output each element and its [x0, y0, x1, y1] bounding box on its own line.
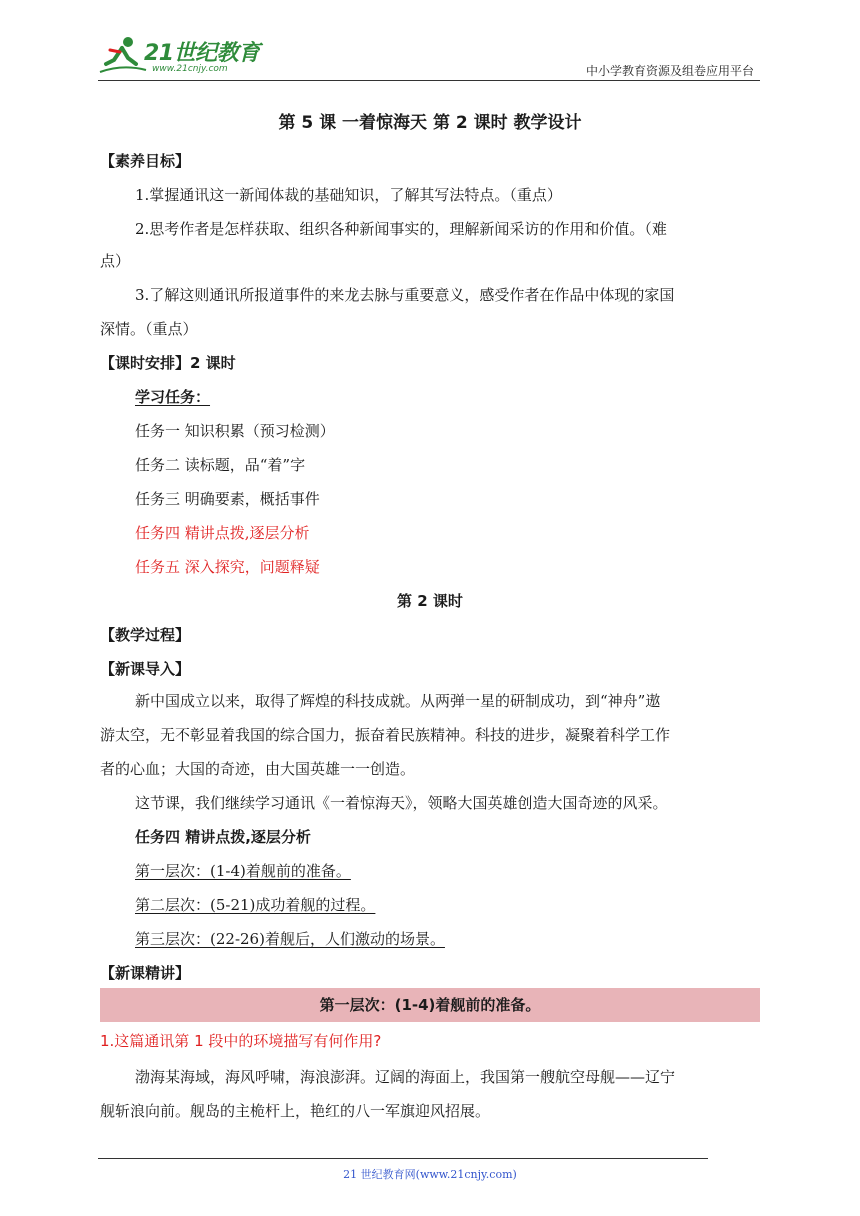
- goal-2-line-2: 点）: [100, 252, 131, 270]
- footer-text: 21 世纪教育网(www.21cnjy.com): [343, 1168, 517, 1181]
- intro-heading: 【新课导入】: [100, 660, 191, 678]
- logo-text: 21世纪教育: [144, 41, 260, 66]
- footer-divider: [98, 1158, 708, 1159]
- layer-2: 第二层次：(5-21)成功着舰的过程。: [135, 896, 376, 914]
- logo: [98, 34, 268, 76]
- task-3: 任务三 明确要素，概括事件: [135, 490, 320, 508]
- task-1: 任务一 知识积累（预习检测）: [135, 422, 335, 440]
- layer-1: 第一层次：(1-4)着舰前的准备。: [135, 862, 351, 880]
- goal-2-line-1: 2.思考作者是怎样获取、组织各种新闻事实的，理解新闻采访的作用和价值。（难: [135, 220, 667, 238]
- layer-3: 第三层次：(22-26)着舰后，人们激动的场景。: [135, 930, 445, 948]
- header-divider: [98, 80, 760, 81]
- page-header: [98, 34, 760, 82]
- task-2: 任务二 读标题，品“着”字: [135, 456, 306, 474]
- logo-url: www.21cnjy.com: [152, 64, 228, 74]
- goal-3-line-1: 3.了解这则通讯所报道事件的来龙去脉与重要意义，感受作者在作品中体现的家国: [135, 286, 675, 304]
- schedule: 【课时安排】2 课时: [100, 354, 236, 372]
- intro-paragraph-line-2: 游太空，无不彰显着我国的综合国力，振奋着民族精神。科技的进步，凝聚着科学工作: [100, 726, 671, 744]
- platform-name: 中小学教育资源及组卷应用平台: [585, 64, 754, 78]
- goal-1: 1.掌握通讯这一新闻体裁的基础知识，了解其写法特点。（重点）: [135, 186, 562, 204]
- lesson-label: 第 2 课时: [397, 592, 463, 610]
- goals-heading: 【素养目标】: [100, 152, 191, 170]
- task4-heading: 任务四 精讲点拨,逐层分析: [135, 828, 311, 846]
- task-4: 任务四 精讲点拨,逐层分析: [135, 524, 310, 542]
- tasks-heading: 学习任务：: [135, 388, 211, 406]
- quote-line-1: 渤海某海域，海风呼啸，海浪澎湃。辽阔的海面上，我国第一艘航空母舰——辽宁: [135, 1068, 676, 1086]
- goal-3-line-2: 深情。（重点）: [100, 320, 198, 338]
- runner-logo-icon: [98, 34, 148, 76]
- task-5: 任务五 深入探究，问题释疑: [135, 558, 320, 576]
- section-band-title: 第一层次：(1-4)着舰前的准备。: [319, 996, 541, 1014]
- page-title: 第 5 课 一着惊海天 第 2 课时 教学设计: [278, 113, 582, 133]
- process-heading: 【教学过程】: [100, 626, 191, 644]
- intro-paragraph-line-1: 新中国成立以来，取得了辉煌的科技成就。从两弹一星的研制成功，到“神舟”遨: [135, 692, 661, 710]
- section-band: [100, 988, 760, 1022]
- question-1: 1.这篇通讯第 1 段中的环境描写有何作用?: [100, 1032, 382, 1050]
- intro-paragraph-2: 这节课，我们继续学习通讯《一着惊海天》，领略大国英雄创造大国奇迹的风采。: [135, 794, 668, 812]
- detail-heading: 【新课精讲】: [100, 964, 191, 982]
- quote-line-2: 舰斩浪向前。舰岛的主桅杆上，艳红的八一军旗迎风招展。: [100, 1102, 491, 1120]
- intro-paragraph-line-3: 者的心血；大国的奇迹，由大国英雄一一创造。: [100, 760, 416, 778]
